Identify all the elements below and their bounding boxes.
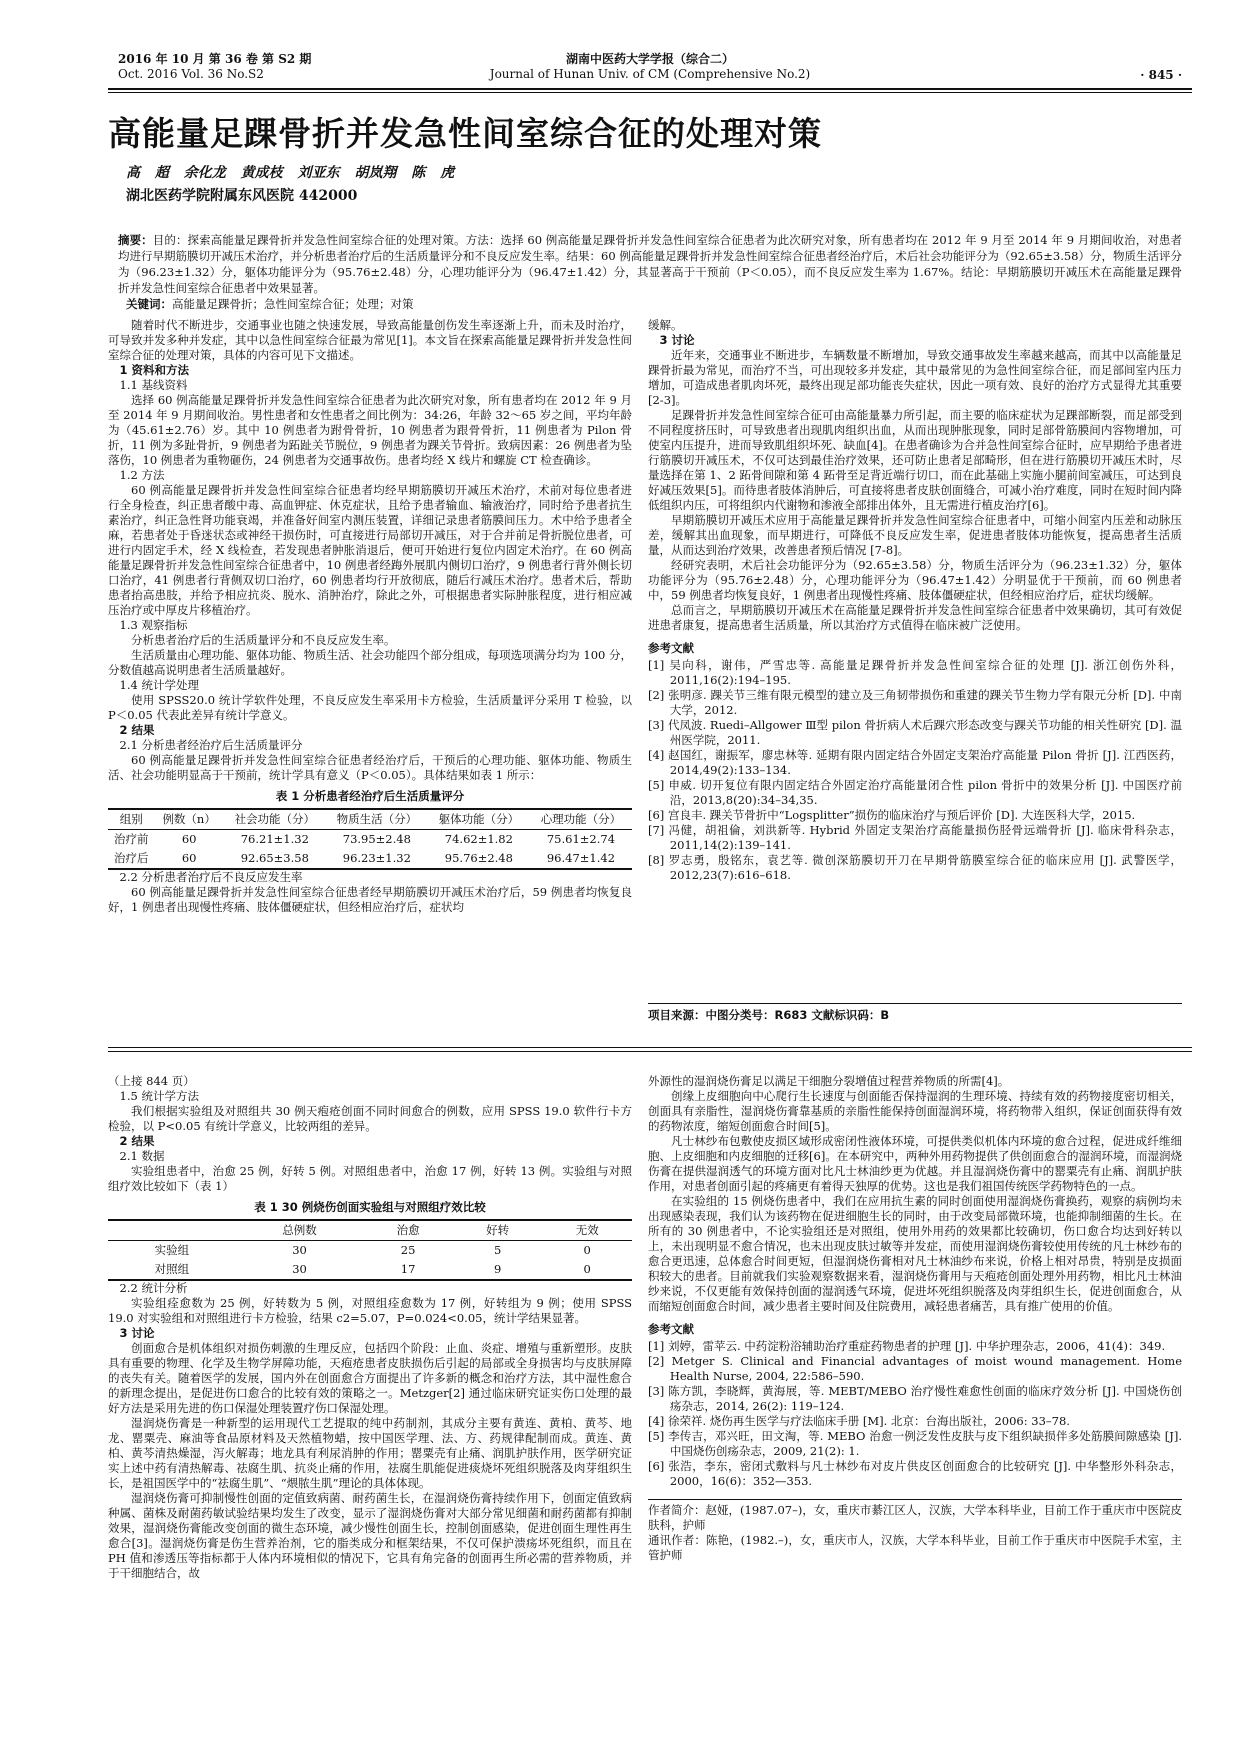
section-heading: 3 讨论 [659,333,695,347]
paragraph: 60 例高能量足踝骨折并发急性间室综合征患者均经早期筋膜切开减压术治疗，术前对每位患者进行全身检查，纠正患者酸中毒、高血钾症、休克症状，且给予患者输血、输液治疗，同时给予患者抗生素治疗，纠正急性肾功能衰竭，并准备好间室内测压装置，详细记录患者筋膜间压力。术中给予患者全麻，若患者处于昏迷状态或神经干损伤时，可直接进行局部切开减压，对于合并前足骨折脱位患者，可进行内固定手术，经 X 线检查，若发现患者肿胀消退后，便可开始进行复位内固定术治疗。在 60 例高能量足踝骨折并发急性间室综合征患者中，10 例患者经踇外展肌内侧切口治疗，9 例患者行背外侧长切口治疗，41 例患者行背侧双切口治疗，60 例患者均行开放彻底，随后行减压术治疗。患者术后，帮助患者抬高患肢，并给予相应抗炎、脱水、消肿治疗，除此之外，可根据患者实际肿胀程度，进行相应减压治疗或中厚皮片移植治疗。 [108,483,632,617]
paragraph: 60 例高能量足踝骨折并发急性间室综合征患者经早期筋膜切开减压术治疗后，59 例患者均恢复良好，1 例患者出现慢性疼痛、肢体僵硬症状，但经相应治疗后，症状均 [108,885,632,914]
keywords [126,296,414,312]
abstract-label: 摘要： [118,233,153,247]
table-header-cell [108,1220,236,1241]
paragraph: 经研究表明，术后社会功能评分为（92.65±3.58）分，物质生活评分为（96.23±1.32）分，躯体功能评分为（95.76±2.48）分，心理功能评分为（96.47±1.42）分明显优于干预前，而 60 例患者中，59 例患者均恢复良好，1 例患者出现慢性疼痛、肢体僵硬症状，但经相应治疗后，症状均缓解。 [648,558,1182,602]
table-cell: 实验组 [154,1243,190,1257]
paragraph: 我们根据实验组及对照组共 30 例天疱疮创面不同时间愈合的例数，应用 SPSS 19.0 软件行卡方检验，以 P<0.05 有统计学意义，比较两组的差异。 [108,1104,632,1133]
table-cell: 92.65±3.58 [224,849,326,869]
author-info-block [648,1499,1182,1563]
reference-item: [5] 李传吉，邓兴旺，田文淘，等. MEBO 治愈一例泛发性皮肤与皮下组织缺损伴多处筋膜间隙感染 [J]. 中国烧伤创疡杂志，2009, 21(2): 1. [648,1429,1182,1458]
table-header-cell: 物质生活（分） [326,809,428,830]
section-heading: 1 资料和方法 [119,363,190,377]
paragraph: 实验组痊愈数为 25 例，好转数为 5 例，对照组痊愈数为 17 例，好转组为 9 例；使用 SPSS 19.0 对实验组和对照组进行卡方检验，结果 c2=5.07，P=0.024<0.05，统计学结果显著。 [108,1296,632,1325]
paragraph: 湿润烧伤膏可抑制慢性创面的定值致病菌、耐药菌生长，在湿润烧伤膏持续作用下，创面定值致病种属、菌株及耐菌药敏试验结果均发生了改变，显示了湿润烧伤膏对大部分常见细菌和耐药菌都有抑制效果，湿润烧伤膏能改变创面的微生态环境，减少慢性创面生长，控制创面感染，促进创面生理性再生愈合[3]。湿润烧伤膏是伤生营养治剂，它的脂类成分和框架结果，不仅可保护溃疡坏死组织，而且在 PH 值和渗透压等指标都于人体内环境相似的情况下，它具有角完备的创面再生所必需的营养物质，并于干细胞结合，故 [108,1491,632,1580]
page-number: · 845 · [1140,68,1182,82]
table-cell: 25 [400,1243,416,1257]
table-header-cell: 无效 [542,1220,632,1241]
table-cell: 30 [292,1243,307,1257]
table-row [108,1241,632,1261]
table-cell: 76.21±1.32 [240,832,309,846]
subsection-heading: 1.5 统计学方法 [119,1089,199,1103]
table-header-cell: 躯体功能（分） [428,809,530,830]
table-cell: 73.95±2.48 [342,832,411,846]
table-cell: 对照组 [108,1260,236,1280]
keywords-text: 高能量足踝骨折；急性间室综合征；处理；对策 [172,297,414,311]
subsection-heading: 2.1 分析患者经治疗后生活质量评分 [119,738,303,752]
article-separator [108,1047,1192,1048]
table-header-row [108,1220,632,1241]
reference-item: [2] 张明彦. 踝关节三维有限元模型的建立及三角韧带损伤和重建的踝关节生物力学有限元分析 [D]. 中南大学，2012. [648,688,1182,717]
table-cell: 9 [453,1260,543,1280]
reference-item: [6] 张浩，李东，密闭式敷料与凡士林纱布对皮片供皮区创面愈合的比较研究 [J]. 中华整形外科杂志，2000，16(6)：352—353. [648,1459,1182,1488]
paragraph: 选择 60 例高能量足踝骨折并发急性间室综合征患者为此次研究对象，所有患者均在 2012 年 9 月至 2014 年 9 月期间收治。男性患者和女性患者之间比例为：34:26，年龄 32～65 岁之间，平均年龄为（45.61±2.76）岁。其中 10 例患者为跗骨骨折，10 例患者为跟骨骨折，11 例患者为 Pilon 骨折，11 例为多趾骨折，9 例患者为跖趾关节脱位，9 例患者为踝关节骨折。致病因素：26 例患者为坠落伤，10 例患者为重物砸伤，24 例患者为交通事故伤。患者均经 X 线片和螺旋 CT 检查确诊。 [108,393,632,467]
paragraph-continued: 外源性的湿润烧伤膏足以满足干细胞分裂增值过程营养物质的所需[4]。 [648,1074,1010,1088]
table-cell: 0 [542,1260,632,1280]
table-title: 表 1 30 例烧伤创面实验组与对照组疗效比较 [254,1200,486,1214]
table-cell: 0 [583,1243,591,1257]
paragraph: 早期筋膜切开减压术应用于高能量足踝骨折并发急性间室综合征患者中，可缩小间室内压差和动脉压差，缓解其出血现象，而早期进行，可降低不良反应发生率，促进患者肢体功能恢复，提高患者生活质量，从而达到治疗效果，改善患者预后情况 [7-8]。 [648,513,1182,557]
table-header-cell: 例数（n） [154,809,223,830]
table-cell: 5 [493,1243,502,1257]
table-row [108,1260,632,1280]
section-heading: 2 结果 [119,723,155,737]
section-heading: 3 讨论 [119,1326,155,1340]
article-left-column [108,318,632,915]
journal-name-en: Journal of Hunan Univ. of CM (Comprehensive No.2) [489,67,811,81]
continuation-left-column [108,1074,632,1581]
table-cell: 治疗后 [108,849,154,869]
table-cell: 17 [363,1260,453,1280]
abstract-text: 目的：探索高能量足踝骨折并发急性间室综合征的处理对策。方法：选择 60 例高能量足踝骨折并发急性间室综合征患者为此次研究对象，所有患者均在 2012 年 9 月至 2014 年 9 月期间收治，对患者均进行早期筋膜切开减压术治疗，并分析患者治疗后的生活质量评分和不良反应发生率。结果：60 例高能量足踝骨折并发急性间室综合征患者经治疗后，术后社会功能评分为（92.65±3.58）分，物质生活评分为（96.23±1.32）分，躯体功能评分为（95.76±2.48）分，心理功能评分为（96.47±1.42）分，其显著高于干预前（P＜0.05），而不良反应发生率为 1.67%。结论：早期筋膜切开减压术在高能量足踝骨折并发急性间室综合征患者中效果显著。 [118,233,1182,295]
table-cell: 75.61±2.74 [546,832,616,846]
table-header-row [108,809,632,830]
table-cell: 96.23±1.32 [326,849,428,869]
paragraph: 创面愈合是机体组织对损伤刺激的生理反应，包括四个阶段：止血、炎症、增殖与重新塑形。皮肤具有重要的物理、化学及生物学屏障功能，天疱疮患者皮肤损伤后引起的局部或全身损害均与皮肤屏障的丧失有关。随着医学的发展，国内外在创面愈合方面提出了许多新的概念和治疗方法，其中湿性愈合的新理念提出，是促进伤口愈合的比较有效的策略之一。Metzger[2] 通过临床研究证实伤口处理的最好方法是采用先进的伤口保湿处理装置疗伤口保湿处理。 [108,1341,632,1415]
paragraph: 随着时代不断进步，交通事业也随之快速发展，导致高能量创伤发生率逐渐上升，而未及时治疗，可导致并发多种并发症，其中以急性间室综合征最为常见[1]。本文旨在探索高能量足踝骨折并发急性间室综合征的处理对策，具体的内容可见下文描述。 [108,318,632,362]
subsection-heading: 1.2 方法 [119,468,165,482]
table-header-cell: 心理功能（分） [530,809,632,830]
table-header-cell: 治愈 [363,1220,453,1241]
issue-cn: 2016 年 10 月 第 36 卷 第 S2 期 [118,52,312,66]
article-separator-2 [108,1051,1192,1052]
article-affiliation: 湖北医药学院附属东风医院 442000 [126,188,358,204]
table-title: 表 1 分析患者经治疗后生活质量评分 [275,789,465,803]
data-table [108,808,632,870]
reference-item: [3] 陈方凯，李晓辉，黄海展，等. MEBT/MEBO 治疗慢性难愈性创面的临床疗效分析 [J]. 中国烧伤创疡杂志，2014, 26(2): 119–124. [648,1384,1182,1413]
paragraph: 分析患者治疗后的生活质量评分和不良反应发生率。 [131,633,396,647]
table-cell: 60 [154,849,223,869]
section-heading: 2 结果 [119,1134,155,1148]
table-header-cell: 社会功能（分） [224,809,326,830]
table-cell: 60 [181,832,197,846]
issue-en: Oct. 2016 Vol. 36 No.S2 [118,67,264,81]
continued-from-label: （上接 844 页） [108,1074,195,1088]
table-row [108,830,632,850]
subsection-heading: 2.2 统计分析 [119,1281,188,1295]
reference-item: [1] 吴向科，谢伟，严雪忠等. 高能量足踝骨折并发急性间室综合征的处理 [J]. 浙江创伤外科，2011,16(2):194–195. [648,658,1182,687]
author-info: 作者简介：赵娅，(1987.07–)，女，重庆市綦江区人，汉族，大学本科毕业，目前工作于重庆市中医院皮肤科，护师 [648,1503,1182,1532]
continuation-right-column [648,1074,1182,1563]
reference-item: [2] Metger S. Clinical and Financial advantages of moist wound management. Home Health Nurse, 2004, 22:586–590. [648,1354,1182,1383]
reference-item: [4] 赵国红，谢振军，廖忠林等. 延期有限内固定结合外固定支架治疗高能量 Pilon 骨折 [J]. 江西医药，2014,49(2):133–134. [648,748,1182,777]
subsection-heading: 1.3 观察指标 [119,618,188,632]
references-heading: 参考文献 [648,1322,694,1336]
subsection-heading: 1.1 基线资料 [119,378,188,392]
reference-item: [3] 代凤波. Ruedi–Allgower Ⅲ型 pilon 骨折病人术后踝穴形态改变与踝关节功能的相关性研究 [D]. 温州医学院，2011. [648,718,1182,747]
paragraph: 创缘上皮细胞向中心爬行生长速度与创面能否保持湿润的生理环境、持续有效的药物接度密切相关，创面具有亲脂性，湿润烧伤膏靠基质的亲脂性能保持创面湿润环境，将药物带入组织，保证创面获得有效的药物浓度，缩短创面愈合时间[5]。 [648,1089,1182,1133]
abstract [118,232,1182,296]
table-cell: 96.47±1.42 [530,849,632,869]
paragraph: 凡士林纱布包敷使皮损区域形成密闭性液体环境，可提供类似机体内环境的愈合过程，促进成纤维细胞、上皮细胞和内皮细胞的迁移[6]。在本研究中，两种外用药物提供了供创面愈合的湿润环境，而湿润烧伤膏在提供湿润透气的环境方面对比凡士林油纱更为优越。并且湿润烧伤膏中的罂粟壳有止痛、润肌护肤作用，对患者创面引起的疼痛更有着得天独厚的优势。这也是我们祖国传统医学药物特色的一点。 [648,1134,1182,1193]
reference-item: [1] 刘婷，雷苹云. 中药淀粉浴辅助治疗重症药物患者的护理 [J]. 中华护理杂志，2006，41(4)：349. [648,1339,1166,1353]
reference-item: [4] 徐荣祥. 烧伤再生医学与疗法临床手册 [M]. 北京：台海出版社，2006: 33–78. [648,1414,1070,1428]
paragraph: 总而言之，早期筋膜切开减压术在高能量足踝骨折并发急性间室综合征患者中效果确切，其可有效促进患者康复，提高患者生活质量，所以其治疗方式值得在临床被广泛使用。 [648,603,1182,632]
journal-name-cn: 湖南中医药大学学报（综合二） [565,52,734,66]
table-cell: 治疗前 [113,832,149,846]
references-heading: 参考文献 [648,641,694,655]
paragraph: 生活质量由心理功能、躯体功能、物质生活、社会功能四个部分组成，每项选项满分均为 100 分，分数值越高说明患者生活质量越好。 [108,648,632,677]
article-right-column [648,318,1182,883]
source-line: 项目来源：中图分类号：R683 文献标识码：B [648,1003,1182,1023]
paragraph: 足踝骨折并发急性间室综合征可由高能量暴力所引起，而主要的临床症状为足踝部断裂，而足部受到不同程度挤压时，可导致患者出现肌肉组织出血，从而出现肿胀现象，同时足部骨筋膜间内容物增加，可使室内压提升，进而导致肌组织坏死、缺血[4]。在患者确诊为合并急性间室综合征时，应早期给予患者进行筋膜切开减压术，不仅可达到最佳治疗效果，还可防止患者足部畸形，但在进行筋膜切开减压术时，尽量选择在第 1、2 跖骨间隙和第 4 跖骨至足背近端行切口，而在此基础上实施小腿前间室减压，可达到良好减压效果[5]。而待患者肢体消肿后，可直接将患者皮肤创面缝合，可减小治疗难度，同时在短时间内降低组织内压，可将组织内代谢物和渗液全部排出体外，且无需进行植皮治疗[6]。 [648,408,1182,512]
author-info: 通讯作者：陈艳，(1982.–)，女，重庆市人，汉族，大学本科毕业，目前工作于重庆市中医院手术室，主管护师 [648,1533,1182,1562]
paragraph-continued: 缓解。 [648,318,683,332]
journal-name [118,52,1182,82]
paragraph: 近年来，交通事业不断进步，车辆数量不断增加，导致交通事故发生率越来越高，而其中以高能量足踝骨折最为常见，而治疗不当，可出现较多并发症，其中最常见的为急性间室综合征，而足部间室内压力增加，可造成患者肌肉坏死，最终出现足部功能丧失症状，因此一项有效、良好的治疗方式显得尤其重要 [2-3]。 [648,348,1182,407]
paragraph: 使用 SPSS20.0 统计学软件处理，不良反应发生率采用卡方检验，生活质量评分采用 T 检验，以 P＜0.05 代表此差异有统计学意义。 [108,693,632,722]
table-cell: 74.62±1.82 [444,832,513,846]
reference-item: [6] 宫良丰. 踝关节骨折中“Logsplitter”损伤的临床治疗与预后评价 [D]. 大连医科大学，2015. [648,808,1136,822]
paragraph: 60 例高能量足踝骨折并发急性间室综合征患者经治疗后，干预后的心理功能、躯体功能、物质生活、社会功能明显高于干预前，统计学具有意义（P＜0.05）。具体结果如表 1 所示： [108,753,632,782]
table-cell: 95.76±2.48 [428,849,530,869]
table-row [108,849,632,869]
article-title: 高能量足踝骨折并发急性间室综合征的处理对策 [108,114,822,153]
paragraph: 湿润烧伤膏是一种新型的运用现代工艺提取的纯中药制剂，其成分主要有黄连、黄柏、黄芩、地龙、罂粟壳、麻油等食品原材料及天然植物蜡，按中国医学理、法、方、药规律配制而成。黄连、黄柏、黄芩清热燥湿，泻火解毒；地龙具有利尿消肿的作用；罂粟壳有止痛、润肌护肤作用，医学研究证实上述中药有清热解毒、祛腐生肌、抗炎止痛的作用，祛腐生肌能促进痰烧坏死组织脱落及肉芽组织生长，是祖国医学中的“祛腐生肌”、“煨脓生肌”理论的具体体现。 [108,1416,632,1490]
table-header-cell: 总例数 [236,1220,364,1241]
table-header-cell: 好转 [453,1220,543,1241]
header-rule [108,88,1192,93]
reference-item: [8] 罗志勇，殷铭东，袁艺等. 微创深筋膜切开刀在早期骨筋膜室综合征的临床应用 [J]. 武警医学，2012,23(7):616–618. [648,853,1182,882]
reference-item: [7] 冯健，胡祖倫，刘洪新等. Hybrid 外固定支架治疗高能量损伤胫骨远端骨折 [J]. 临床骨科杂志，2011,14(2):139–141. [648,823,1182,852]
subsection-heading: 2.1 数据 [119,1149,165,1163]
article-authors: 高 超 余化龙 黄成枝 刘亚东 胡岚翔 陈 虎 [126,165,455,181]
subsection-heading: 2.2 分析患者治疗后不良反应发生率 [119,870,303,884]
data-table [108,1219,632,1281]
subsection-heading: 1.4 统计学处理 [119,678,199,692]
reference-item: [5] 申威. 切开复位有限内固定结合外固定治疗高能量闭合性 pilon 骨折中的效果分析 [J]. 中国医疗前沿，2013,8(20):34–34,35. [648,778,1182,807]
table-header-cell: 组别 [108,809,154,830]
paragraph: 在实验组的 15 例烧伤患者中，我们在应用抗生素的同时创面使用湿润烧伤膏换药，观察的病例均未出现感染表现，我们认为该药物在促进细胞生长的同时，由于改变局部微环境，也能抑制细菌的生长。在所有的 30 例患者中，不论实验组还是对照组，使用外用药的效果都比较确切，伤口愈合均达到好转以上，未出现明显不愈合情况，也未出现皮肤过敏等并发症，而使用湿润烧伤膏较使用传统的凡士林纱布的愈合更迅速，总体愈合时间更短，但湿润烧伤膏相对凡士林油纱布来说，价格上相对昂贵，特别是皮损面积较大的患者。目前就我们实验观察数据来看，湿润烧伤膏用与天疱疮创面处理外用药物，相比凡士林油纱来说，不仅更能有效保持创面的湿润透气环境，促进坏死组织脱落及肉芽组织生长，促进创面愈合，从而缩短创面愈合时间，减少患者主要时间及住院费用，减轻患者痛苦，具有推广使用的价值。 [648,1194,1182,1313]
paragraph: 实验组患者中，治愈 25 例，好转 5 例。对照组患者中，治愈 17 例，好转 13 例。实验组与对照组疗效比较如下（表 1） [108,1164,632,1193]
keywords-label: 关键词： [126,297,172,311]
table-cell: 30 [236,1260,364,1280]
